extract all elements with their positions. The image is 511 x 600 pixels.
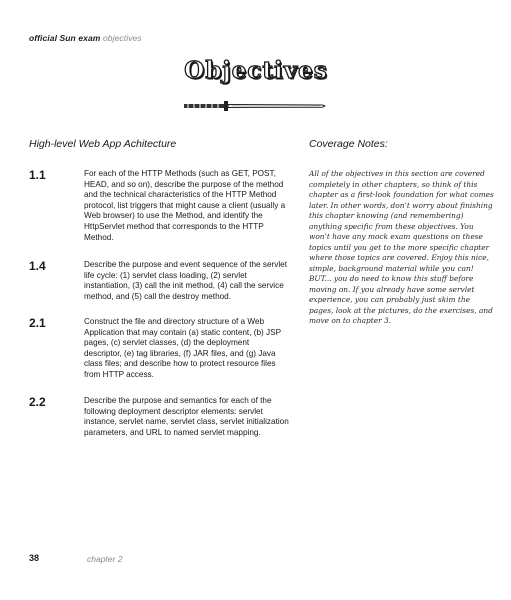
objective-text: Construct the file and directory structure of a Web Application that may contain (a) static content, (b) JSP pages, (c) servlet classes, (d) the deployment descriptor, (e) tag libraries, (f) JAR files, and (g) Java class files; and describe how to protect resource files from HTTP access. xyxy=(84,317,281,379)
objectives-banner xyxy=(176,55,336,127)
objective-number: 2.2 xyxy=(29,395,46,409)
banner-title: Objectives xyxy=(184,57,328,84)
objective-text: For each of the HTTP Methods (such as GET, POST, HEAD, and so on), describe the purpose of the method and the technical characteristics of the HTTP Method protocol, list triggers that might cause a client (usually a Web browser) to use the Method, and identify the HttpServlet method that corresponds to the HTTP Method. xyxy=(84,169,286,242)
right-column-heading: Coverage Notes: xyxy=(309,138,388,150)
header-bold-text: official Sun exam xyxy=(29,33,101,43)
coverage-notes-text: All of the objectives in this section are covered completely in other chapters, so think of this chapter as a first-look foundation for what comes later. In other words, don’t worry about finishing this chapter knowing (and remembering) anything specific from these objectives. You won’t have any mock exam questions on these topics until you get to the more specific chapter where those topics are covered. Enjoy this nice, simple, background material while you can! BUT... you do need to know this stuff before moving on. If you already have some servlet experience, you can probably just skim the pages, look at the pictures, do the exercises, and move on to chapter 3. xyxy=(309,169,494,325)
objective-number: 2.1 xyxy=(29,316,46,330)
objective-number: 1.1 xyxy=(29,168,46,182)
running-header xyxy=(29,33,142,43)
objective-text: Describe the purpose and semantics for each of the following deployment descriptor elements: servlet instance, servlet name, servlet class, servlet initialization parameters, and URL to named servlet mapping. xyxy=(84,396,289,437)
page-number: 38 xyxy=(29,553,40,563)
objective-text: Describe the purpose and event sequence of the servlet life cycle: (1) servlet class loading, (2) servlet instantiation, (3) call the init method, (4) call the service method, and (5) call the destroy method. xyxy=(84,260,287,301)
left-column-heading: High-level Web App Achitecture xyxy=(29,138,177,150)
header-light-text: objectives xyxy=(102,33,142,43)
objective-number: 1.4 xyxy=(29,259,46,273)
sword-icon xyxy=(182,99,332,113)
chapter-label: chapter 2 xyxy=(87,554,123,564)
